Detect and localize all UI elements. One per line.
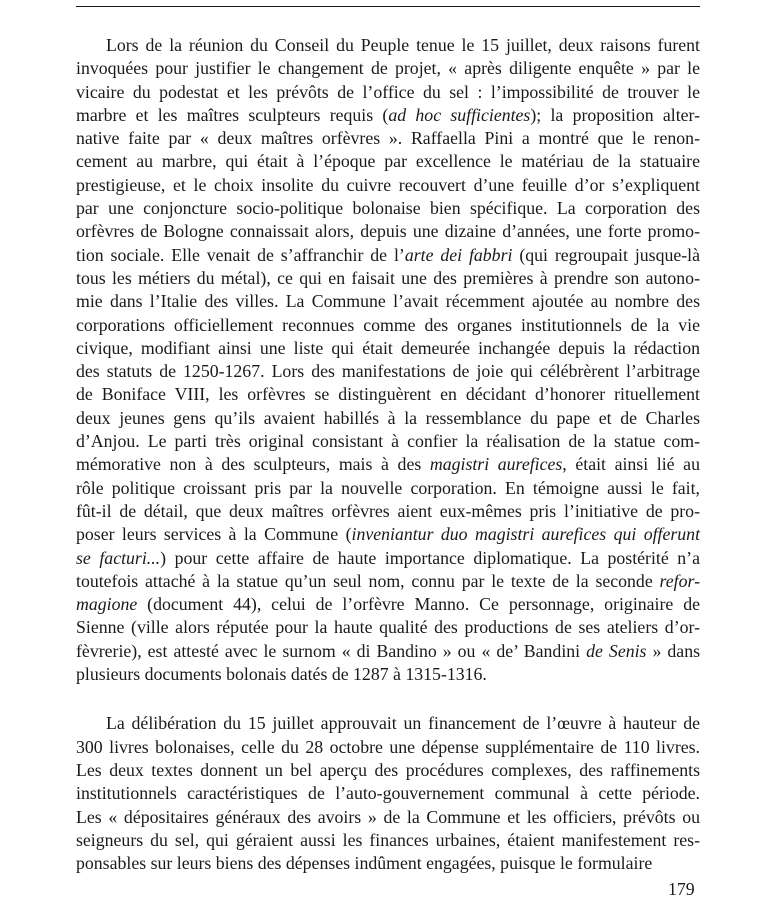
text-line [76, 174, 700, 197]
text-run: vicaire du podestat et les prévôts de l’office du sel : l’impossibilité de trouver le [76, 81, 700, 102]
text-run: » dans [646, 640, 701, 661]
text-run: ) pour cette affaire de haute importance diplomatique. La postérité n’a [160, 547, 700, 568]
text-run: de Boniface VIII, les orfèvres se distinguèrent en décidant d’honorer rituellement [76, 384, 700, 405]
text-run: prestigieuse, et le choix insolite du cuivre recouvert d’une feuille d’or s’expliquent [76, 174, 700, 195]
text-line [76, 360, 700, 383]
text-line [76, 314, 700, 337]
text-line [76, 150, 700, 173]
text-line [76, 337, 700, 360]
page-body [76, 34, 700, 875]
text-run: marbre et les maîtres sculpteurs requis ( [76, 104, 389, 125]
italic-run: magione [76, 594, 138, 615]
text-run: poser leurs services à la Commune ( [76, 524, 352, 545]
text-run: invoquées pour justifier le changement de projet, « après diligente enquête » par le [76, 58, 700, 79]
text-run: Sienne (ville alors réputée pour la haute qualité des productions de ses ateliers d’or- [76, 617, 700, 638]
text-run: Les « dépositaires généraux des avoirs » de la Commune et les officiers, prévôts ou [76, 806, 700, 827]
text-run: toutefois attaché à la statue qu’un seul nom, connu par le texte de la seconde [76, 570, 660, 591]
text-line [76, 197, 700, 220]
text-run: d’Anjou. Le parti très original consistant à confier la réalisation de la statue com- [76, 431, 700, 452]
text-run: seigneurs du sel, qui géraient aussi les finances urbaines, étaient manifestement res- [76, 829, 700, 850]
text-line [76, 829, 700, 852]
italic-run: magistri aurefices [429, 454, 563, 475]
paragraph [76, 34, 700, 686]
text-run: (qui regroupait jusque-là [512, 244, 700, 265]
text-run: Lors de la réunion du Conseil du Peuple tenue le 15 juillet, deux raisons furent [106, 35, 700, 55]
text-run: native faite par « deux maîtres orfèvres ». Raffaella Pini a montré que le renon- [76, 128, 700, 149]
text-line [76, 570, 700, 593]
italic-run: arte dei fabbri [404, 244, 513, 265]
text-line [76, 640, 700, 663]
text-line [76, 806, 700, 829]
page-number: 179 [668, 879, 695, 899]
italic-run: de Senis [586, 640, 647, 661]
text-line [76, 663, 700, 686]
text-line [76, 523, 700, 546]
italic-run: se facturi... [76, 547, 161, 568]
text-run: rôle politique croissant pris par la nouvelle corporation. En témoigne aussi le fait, [76, 477, 700, 498]
text-run: fût-il de détail, que deux maîtres orfèvres aient eux-mêmes pris l’initiative de pro- [76, 500, 700, 521]
text-run: fèvrerie), est attesté avec le surnom « di Bandino » ou « de’ Bandini [76, 640, 587, 661]
text-run: mémorative non à des sculpteurs, mais à des [76, 454, 430, 475]
text-run: , était ainsi lié au [562, 454, 700, 475]
text-line [76, 407, 700, 430]
text-run: institutionnels caractéristiques de l’auto-gouvernement communal à cette période. [76, 783, 700, 804]
paragraph-gap [76, 686, 700, 712]
text-line [76, 383, 700, 406]
text-line [76, 852, 700, 875]
text-run: ponsables sur leurs biens des dépenses indûment engagées, puisque le formulaire [76, 853, 653, 874]
text-line [76, 290, 700, 313]
text-line [76, 81, 700, 104]
text-line [76, 547, 700, 570]
text-line [76, 104, 700, 127]
paragraph [76, 712, 700, 875]
header-rule [76, 6, 700, 7]
text-run: mie dans l’Italie des villes. La Commune l’avait récemment ajoutée au nombre des [76, 291, 700, 312]
text-line [76, 57, 700, 80]
text-run: (document 44), celui de l’orfèvre Manno. Ce personnage, originaire de [137, 594, 700, 615]
text-run: par une conjoncture socio-politique bolonaise bien spécifique. La corporation des [76, 198, 700, 219]
text-line [76, 782, 700, 805]
text-run: orfèvres de Bologne connaissait alors, depuis une dizaine d’années, une forte promo- [76, 221, 700, 242]
text-line [76, 759, 700, 782]
text-line [76, 736, 700, 759]
text-line [76, 34, 700, 57]
text-run: des statuts de 1250-1267. Lors des manifestations de joie qui célébrèrent l’arbitrage [76, 361, 700, 382]
text-line [76, 593, 700, 616]
text-run: tous les métiers du métal), ce qui en faisait une des premières à prendre son autono- [76, 267, 700, 288]
text-run: cement au marbre, qui était à l’époque par excellence le matériau de la statuaire [76, 151, 700, 172]
italic-run: ad hoc sufficientes [388, 104, 531, 125]
text-run: 300 livres bolonaises, celle du 28 octobre une dépense supplémentaire de 110 livres. [76, 736, 700, 757]
text-run: Les deux textes donnent un bel aperçu des procédures complexes, des raffinements [76, 759, 700, 780]
text-line [76, 430, 700, 453]
text-run: La délibération du 15 juillet approuvait un financement de l’œuvre à hauteur de [106, 713, 700, 734]
italic-run: inveniantur duo magistri aurefices qui offerunt [351, 524, 701, 545]
text-line [76, 244, 700, 267]
text-run: corporations officiellement reconnues comme des organes institutionnels de la vie [76, 314, 700, 335]
text-line [76, 127, 700, 150]
text-run: tion sociale. Elle venait de s’affranchir de l’ [76, 244, 405, 265]
text-line [76, 267, 700, 290]
text-run: deux jeunes gens qu’ils avaient habillés à la ressemblance du pape et de Charles [76, 407, 700, 428]
text-line [76, 500, 700, 523]
text-line [76, 453, 700, 476]
text-line [76, 220, 700, 243]
text-run: civique, modifiant ainsi une liste qui était demeurée inchangée depuis la rédaction [76, 337, 700, 358]
text-line [76, 477, 700, 500]
text-run: plusieurs documents bolonais datés de 1287 à 1315-1316. [76, 664, 487, 685]
text-line [76, 616, 700, 639]
italic-run: refor- [659, 570, 700, 591]
text-line [76, 712, 700, 735]
text-run: ); la proposition alter- [530, 104, 701, 125]
